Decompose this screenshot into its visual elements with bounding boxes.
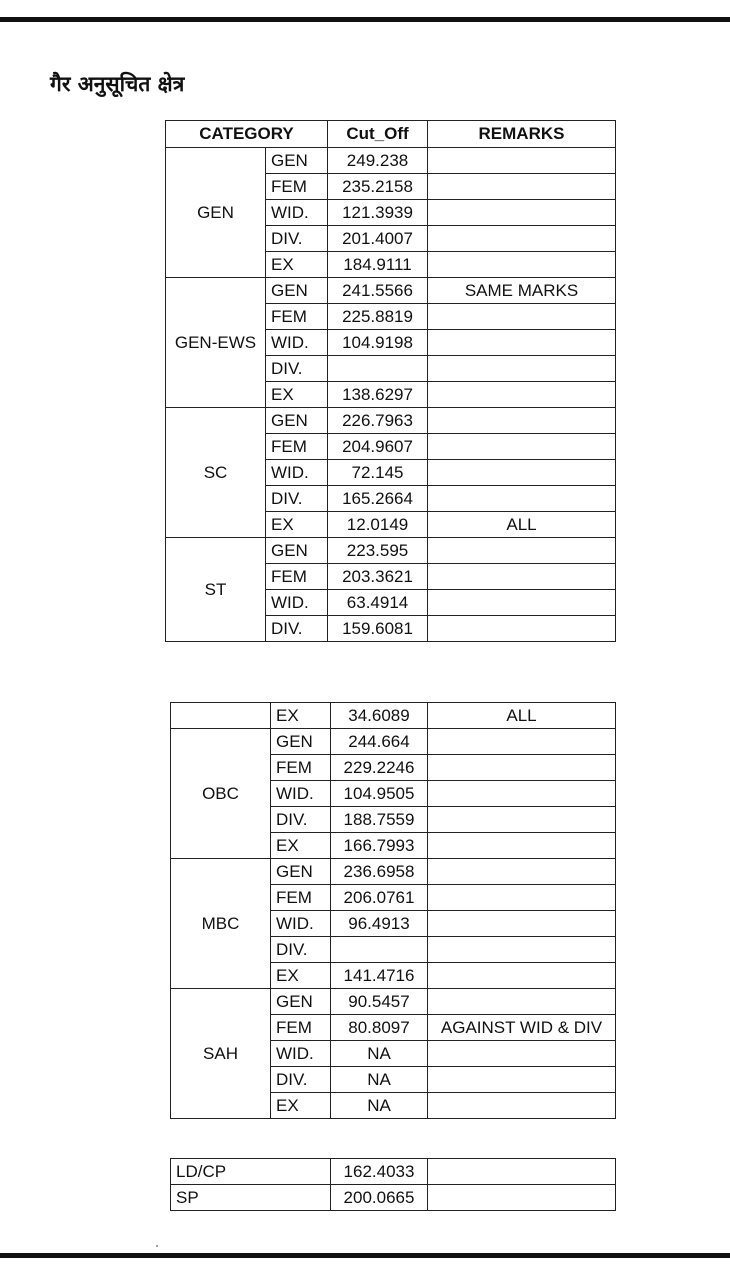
remarks-cell	[428, 859, 616, 885]
cutoff-cell: 162.4033	[331, 1159, 428, 1185]
table-row	[171, 859, 616, 885]
subcategory-cell: FEM	[271, 755, 331, 781]
subcategory-cell: WID.	[271, 781, 331, 807]
subcategory-cell: EX	[266, 252, 328, 278]
category-cell: SC	[166, 408, 266, 538]
category-cell	[171, 703, 271, 729]
remarks-cell: SAME MARKS	[428, 278, 616, 304]
subcategory-cell: FEM	[266, 564, 328, 590]
subcategory-cell: FEM	[266, 304, 328, 330]
subcategory-cell: EX	[266, 382, 328, 408]
cutoff-cell: 226.7963	[328, 408, 428, 434]
cutoff-cell: 236.6958	[331, 859, 428, 885]
subcategory-cell: DIV.	[271, 807, 331, 833]
subcategory-cell: FEM	[271, 1015, 331, 1041]
cutoff-cell: 206.0761	[331, 885, 428, 911]
page-heading: गैर अनुसूचित क्षेत्र	[50, 72, 185, 96]
remarks-cell	[428, 200, 616, 226]
cutoff-cell: 90.5457	[331, 989, 428, 1015]
remarks-cell	[428, 1159, 616, 1185]
category-cell: GEN	[166, 148, 266, 278]
cutoff-cell: 244.664	[331, 729, 428, 755]
cutoff-cell: 188.7559	[331, 807, 428, 833]
subcategory-cell: EX	[266, 512, 328, 538]
header-remarks: REMARKS	[428, 121, 616, 148]
cutoff-cell: 12.0149	[328, 512, 428, 538]
cutoff-table-continued	[170, 702, 616, 1119]
cutoff-table-main	[165, 120, 616, 642]
remarks-cell	[428, 460, 616, 486]
cutoff-cell: 72.145	[328, 460, 428, 486]
remarks-cell	[428, 226, 616, 252]
category-cell: GEN-EWS	[166, 278, 266, 408]
cutoff-cell: 204.9607	[328, 434, 428, 460]
subcategory-cell: DIV.	[266, 226, 328, 252]
remarks-cell	[428, 781, 616, 807]
cutoff-cell: 201.4007	[328, 226, 428, 252]
remarks-cell	[428, 356, 616, 382]
remarks-cell	[428, 304, 616, 330]
subcategory-cell: FEM	[266, 434, 328, 460]
remarks-cell: ALL	[428, 703, 616, 729]
table-row	[166, 278, 616, 304]
remarks-cell	[428, 382, 616, 408]
remarks-cell	[428, 911, 616, 937]
remarks-cell: ALL	[428, 512, 616, 538]
subcategory-cell: EX	[271, 963, 331, 989]
scan-speck	[156, 1245, 158, 1247]
subcategory-cell: DIV.	[266, 486, 328, 512]
cutoff-cell: 159.6081	[328, 616, 428, 642]
category-cell: ST	[166, 538, 266, 642]
table-row	[166, 148, 616, 174]
category-cell: SAH	[171, 989, 271, 1119]
remarks-cell	[428, 1067, 616, 1093]
remarks-cell	[428, 590, 616, 616]
cutoff-cell: 121.3939	[328, 200, 428, 226]
cutoff-cell: 141.4716	[331, 963, 428, 989]
remarks-cell	[428, 486, 616, 512]
subcategory-cell: WID.	[271, 1041, 331, 1067]
subcategory-cell: DIV.	[266, 616, 328, 642]
remarks-cell	[428, 989, 616, 1015]
cutoff-cell	[331, 937, 428, 963]
subcategory-cell: GEN	[271, 989, 331, 1015]
cutoff-cell: 104.9505	[331, 781, 428, 807]
remarks-cell	[428, 434, 616, 460]
cutoff-cell: 104.9198	[328, 330, 428, 356]
category-cell: MBC	[171, 859, 271, 989]
cutoff-cell: 80.8097	[331, 1015, 428, 1041]
header-category: CATEGORY	[166, 121, 328, 148]
subcategory-cell: WID.	[266, 590, 328, 616]
subcategory-cell: GEN	[266, 538, 328, 564]
subcategory-cell: GEN	[266, 148, 328, 174]
subcategory-cell: FEM	[266, 174, 328, 200]
subcategory-cell: FEM	[271, 885, 331, 911]
subcategory-cell: EX	[271, 703, 331, 729]
remarks-cell	[428, 148, 616, 174]
remarks-cell	[428, 1093, 616, 1119]
top-border-rule	[0, 17, 730, 22]
remarks-cell	[428, 755, 616, 781]
remarks-cell	[428, 252, 616, 278]
table-row	[171, 729, 616, 755]
remarks-cell	[428, 833, 616, 859]
subcategory-cell: GEN	[266, 408, 328, 434]
cutoff-table-special	[170, 1158, 616, 1211]
category-cell: SP	[171, 1185, 331, 1211]
table-row	[171, 1185, 616, 1211]
cutoff-cell: 184.9111	[328, 252, 428, 278]
subcategory-cell: DIV.	[271, 1067, 331, 1093]
cutoff-cell: 166.7993	[331, 833, 428, 859]
cutoff-cell: 225.8819	[328, 304, 428, 330]
cutoff-cell: 165.2664	[328, 486, 428, 512]
table-header-row	[166, 121, 616, 148]
cutoff-cell: 34.6089	[331, 703, 428, 729]
table-row	[166, 408, 616, 434]
remarks-cell	[428, 1041, 616, 1067]
subcategory-cell: GEN	[266, 278, 328, 304]
cutoff-cell: 63.4914	[328, 590, 428, 616]
subcategory-cell: DIV.	[271, 937, 331, 963]
bottom-border-rule	[0, 1253, 730, 1258]
cutoff-cell: 235.2158	[328, 174, 428, 200]
remarks-cell	[428, 408, 616, 434]
subcategory-cell: WID.	[266, 200, 328, 226]
remarks-cell	[428, 807, 616, 833]
cutoff-cell: NA	[331, 1093, 428, 1119]
remarks-cell: AGAINST WID & DIV	[428, 1015, 616, 1041]
cutoff-cell	[328, 356, 428, 382]
subcategory-cell: EX	[271, 1093, 331, 1119]
remarks-cell	[428, 174, 616, 200]
header-cutoff: Cut_Off	[328, 121, 428, 148]
remarks-cell	[428, 937, 616, 963]
subcategory-cell: GEN	[271, 859, 331, 885]
table-row	[171, 989, 616, 1015]
cutoff-cell: 229.2246	[331, 755, 428, 781]
remarks-cell	[428, 885, 616, 911]
table-row	[166, 538, 616, 564]
category-cell: LD/CP	[171, 1159, 331, 1185]
remarks-cell	[428, 1185, 616, 1211]
subcategory-cell: WID.	[266, 330, 328, 356]
remarks-cell	[428, 564, 616, 590]
remarks-cell	[428, 729, 616, 755]
cutoff-cell: 96.4913	[331, 911, 428, 937]
remarks-cell	[428, 538, 616, 564]
subcategory-cell: WID.	[271, 911, 331, 937]
cutoff-cell: 241.5566	[328, 278, 428, 304]
table-row	[171, 1159, 616, 1185]
cutoff-cell: NA	[331, 1041, 428, 1067]
cutoff-cell: 200.0665	[331, 1185, 428, 1211]
subcategory-cell: WID.	[266, 460, 328, 486]
remarks-cell	[428, 963, 616, 989]
subcategory-cell: GEN	[271, 729, 331, 755]
cutoff-cell: 249.238	[328, 148, 428, 174]
subcategory-cell: DIV.	[266, 356, 328, 382]
remarks-cell	[428, 616, 616, 642]
cutoff-cell: 223.595	[328, 538, 428, 564]
table-row	[171, 703, 616, 729]
remarks-cell	[428, 330, 616, 356]
category-cell: OBC	[171, 729, 271, 859]
cutoff-cell: 138.6297	[328, 382, 428, 408]
cutoff-cell: NA	[331, 1067, 428, 1093]
cutoff-cell: 203.3621	[328, 564, 428, 590]
subcategory-cell: EX	[271, 833, 331, 859]
